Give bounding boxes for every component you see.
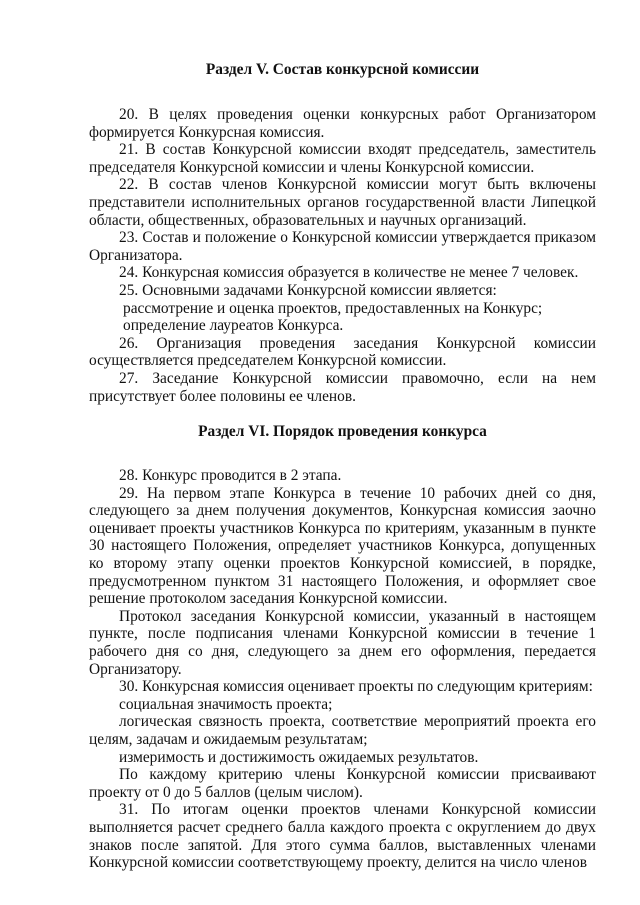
paragraph-25-item-2: определение лауреатов Конкурса.	[123, 317, 344, 335]
paragraph-30-criterion-2: логическая связность проекта, соответствие мероприятий проекта его целям, задачам и ожидаемым результатам;	[89, 713, 596, 748]
paragraph-20: 20. В целях проведения оценки конкурсных работ Организатором формируется Конкурсная комиссия.	[89, 106, 596, 141]
paragraph-31: 31. По итогам оценки проектов членами Конкурсной комиссии выполняется расчет среднего балла каждого проекта с округлением до двух знаков после запятой. Для этого сумма баллов, выставленных членами Конкурсной комиссии соответствующему проекту, делится на число членов	[89, 801, 596, 872]
section-5-title: Раздел V. Состав конкурсной комиссии	[205, 61, 480, 78]
paragraph-29: 29. На первом этапе Конкурса в течение 10 рабочих дней со дня, следующего за днем получения документов, Конкурсная комиссия заочно оценивает проекты участников Конкурса по критериям, указанным в пункте 30 настоящего Положения, определяет участников Конкурса, допущенных ко второму этапу оценки проектов Конкурсной комиссией, в порядке, предусмотренном пунктом 31 настоящего Положения, и оформляет свое решение протоколом заседания Конкурсной комиссии.	[89, 484, 596, 608]
paragraph-30: 30. Конкурсная комиссия оценивает проекты по следующим критериям:	[119, 678, 593, 696]
paragraph-25-item-1: рассмотрение и оценка проектов, предоставленных на Конкурс;	[123, 299, 543, 317]
paragraph-29-protocol: Протокол заседания Конкурсной комиссии, указанный в настоящем пункте, после подписания членами Конкурсной комиссии в течение 1 рабочего дня со дня, следующего за днем его оформления, передается Организатору.	[89, 607, 596, 678]
paragraph-27: 27. Заседание Конкурсной комиссии правомочно, если на нем присутствует более половины ее членов.	[89, 369, 596, 405]
paragraph-21: 21. В состав Конкурсной комиссии входят председатель, заместитель председателя Конкурсной комиссии и члены Конкурсной комиссии.	[89, 141, 596, 176]
section-6-title: Раздел VI. Порядок проведения конкурса	[198, 423, 487, 441]
paragraph-24: 24. Конкурсная комиссия образуется в количестве не менее 7 человек.	[119, 264, 579, 282]
paragraph-30-criterion-3: измеримость и достижимость ожидаемых результатов.	[119, 748, 479, 766]
paragraph-22: 22. В состав членов Конкурсной комиссии могут быть включены представители исполнительных органов государственной власти Липецкой области, общественных, образовательных и научных организаций.	[89, 176, 596, 229]
paragraph-26: 26. Организация проведения заседания Конкурсной комиссии осуществляется председателем Конкурсной комиссии.	[89, 334, 596, 370]
paragraph-30-scoring: По каждому критерию члены Конкурсной комиссии присваивают проекту от 0 до 5 баллов (целым числом).	[89, 766, 596, 801]
paragraph-30-criterion-1: социальная значимость проекта;	[119, 695, 333, 713]
paragraph-23: 23. Состав и положение о Конкурсной комиссии утверждается приказом Организатора.	[89, 229, 596, 264]
paragraph-28: 28. Конкурс проводится в 2 этапа.	[119, 467, 342, 485]
paragraph-25: 25. Основными задачами Конкурсной комиссии является:	[119, 281, 497, 299]
